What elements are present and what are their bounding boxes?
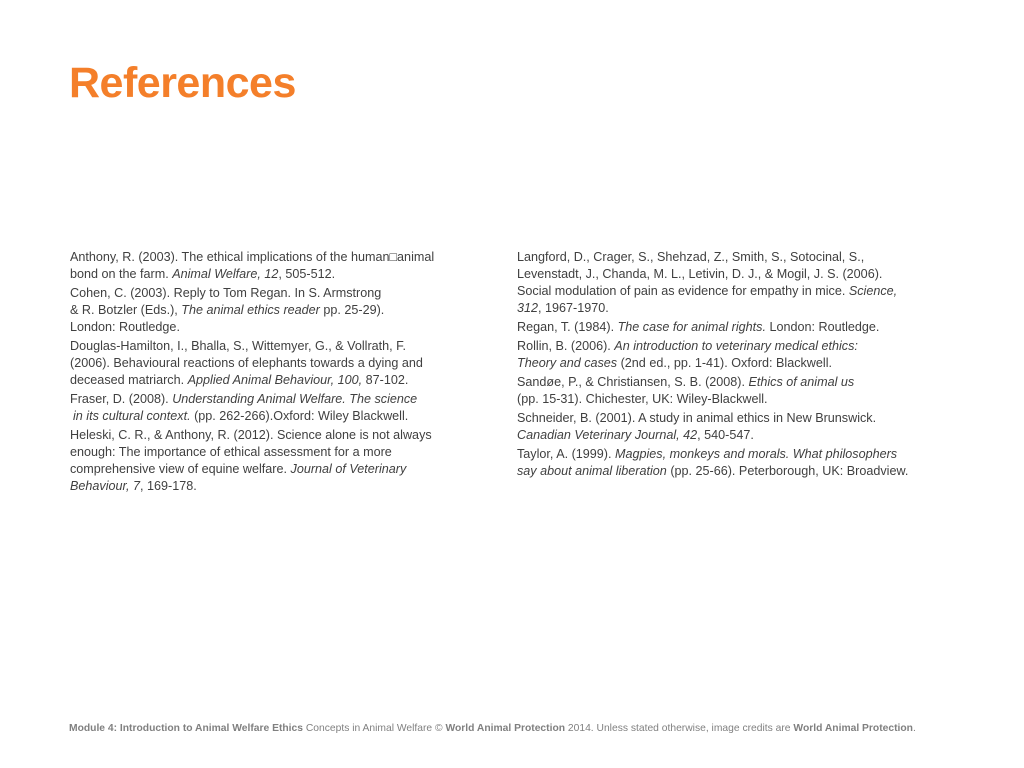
reference-line [70,408,500,425]
reference-line [70,302,500,319]
text-run: (2006). Behavioural reactions of elephants towards a dying and [70,356,423,370]
text-run: pp. 25-29). [319,303,385,317]
text-run: enough: The importance of ethical assessment for a more [70,445,392,459]
bold-text: Module 4: Introduction to Animal Welfare Ethics [69,723,303,734]
italic-text: An introduction to veterinary medical ethics: [614,339,858,353]
bold-text: World Animal Protection [793,723,913,734]
slide-title: References [69,59,296,107]
text-run: Sandøe, P., & Christiansen, S. B. (2008). [517,375,749,389]
text-run: Anthony, R. (2003). The ethical implications of the human□animal [70,250,435,264]
text-run: Levenstadt, J., Chanda, M. L., Letivin, D. J., & Mogil, J. S. (2006). [517,267,883,281]
italic-text: say about animal liberation [517,464,667,478]
text-run: Heleski, C. R., & Anthony, R. (2012). Science alone is not always [70,428,432,442]
reference-line [70,249,500,266]
reference-line [70,338,500,355]
reference-line [70,319,500,336]
text-run: bond on the farm. [70,267,173,281]
references-left-column [70,249,500,497]
italic-text: The animal ethics reader [181,303,320,317]
reference-line [517,446,977,463]
reference-entry [517,410,977,444]
italic-text: Canadian Veterinary Journal, 42 [517,428,698,442]
text-run: Fraser, D. (2008). [70,392,173,406]
reference-line [517,355,977,372]
reference-line [70,461,500,478]
reference-line [517,410,977,427]
text-run: deceased matriarch. [70,373,188,387]
text-run: (pp. 262-266).Oxford: Wiley Blackwell. [190,409,409,423]
text-run: London: Routledge. [70,320,180,334]
italic-text: Behaviour, 7 [70,479,141,493]
italic-text: 312 [517,301,539,315]
italic-text: Understanding Animal Welfare. The science [172,392,418,406]
reference-line [517,374,977,391]
reference-line [70,478,500,495]
text-run: (pp. 15-31). Chichester, UK: Wiley-Blackwell. [517,392,768,406]
text-run: Douglas-Hamilton, I., Bhalla, S., Wittemyer, G., & Vollrath, F. [70,339,406,353]
reference-entry [517,374,977,408]
text-run: comprehensive view of equine welfare. [70,462,291,476]
reference-line [517,300,977,317]
reference-entry [70,391,500,425]
reference-line [70,285,500,302]
italic-text: in its cultural context. [73,409,191,423]
reference-entry [517,446,977,480]
text-run: Schneider, B. (2001). A study in animal ethics in New Brunswick. [517,411,877,425]
reference-line [517,391,977,408]
reference-line [517,283,977,300]
reference-entry [517,338,977,372]
reference-line [517,463,977,480]
reference-line [70,372,500,389]
text-run: 87-102. [362,373,409,387]
text-run: Rollin, B. (2006). [517,339,615,353]
reference-line [517,338,977,355]
reference-entry [517,249,977,317]
reference-line [70,444,500,461]
references-right-column [517,249,977,482]
reference-entry [70,285,500,336]
text-run: London: Routledge. [765,320,880,334]
italic-text: Magpies, monkeys and morals. What philosophers [615,447,898,461]
text-run: , 505-512. [278,267,336,281]
reference-line [70,427,500,444]
italic-text: Ethics of animal us [748,375,855,389]
text-run: Social modulation of pain as evidence for empathy in mice. [517,284,849,298]
reference-line [70,355,500,372]
text-run: Regan, T. (1984). [517,320,618,334]
text-run: Langford, D., Crager, S., Shehzad, Z., Smith, S., Sotocinal, S., [517,250,865,264]
text-run: 2014. Unless stated otherwise, image credits are [565,723,794,734]
italic-text: Journal of Veterinary [290,462,407,476]
text-run: & R. Botzler (Eds.), [70,303,182,317]
text-run: Concepts in Animal Welfare © [302,723,446,734]
italic-text: Applied Animal Behaviour, 100, [187,373,363,387]
text-run: . [912,723,916,734]
reference-entry [517,319,977,336]
reference-line [70,266,500,283]
slide-footer [69,723,916,734]
text-run: (2nd ed., pp. 1-41). Oxford: Blackwell. [617,356,833,370]
text-run: , 540-547. [697,428,754,442]
bold-text: World Animal Protection [445,723,566,734]
text-run: (pp. 25-66). Peterborough, UK: Broadview. [666,464,909,478]
italic-text: The case for animal rights. [617,320,766,334]
reference-entry [70,338,500,389]
italic-text: Theory and cases [517,356,618,370]
reference-line [517,427,977,444]
reference-line [517,319,977,336]
italic-text: Animal Welfare, 12 [172,267,279,281]
text-run: Taylor, A. (1999). [517,447,615,461]
text-run: , 169-178. [140,479,197,493]
reference-entry [70,249,500,283]
reference-line [517,266,977,283]
text-run: , 1967-1970. [538,301,609,315]
reference-line [70,391,500,408]
italic-text: Science, [848,284,898,298]
text-run: Cohen, C. (2003). Reply to Tom Regan. In S. Armstrong [70,286,382,300]
reference-line [517,249,977,266]
reference-entry [70,427,500,495]
